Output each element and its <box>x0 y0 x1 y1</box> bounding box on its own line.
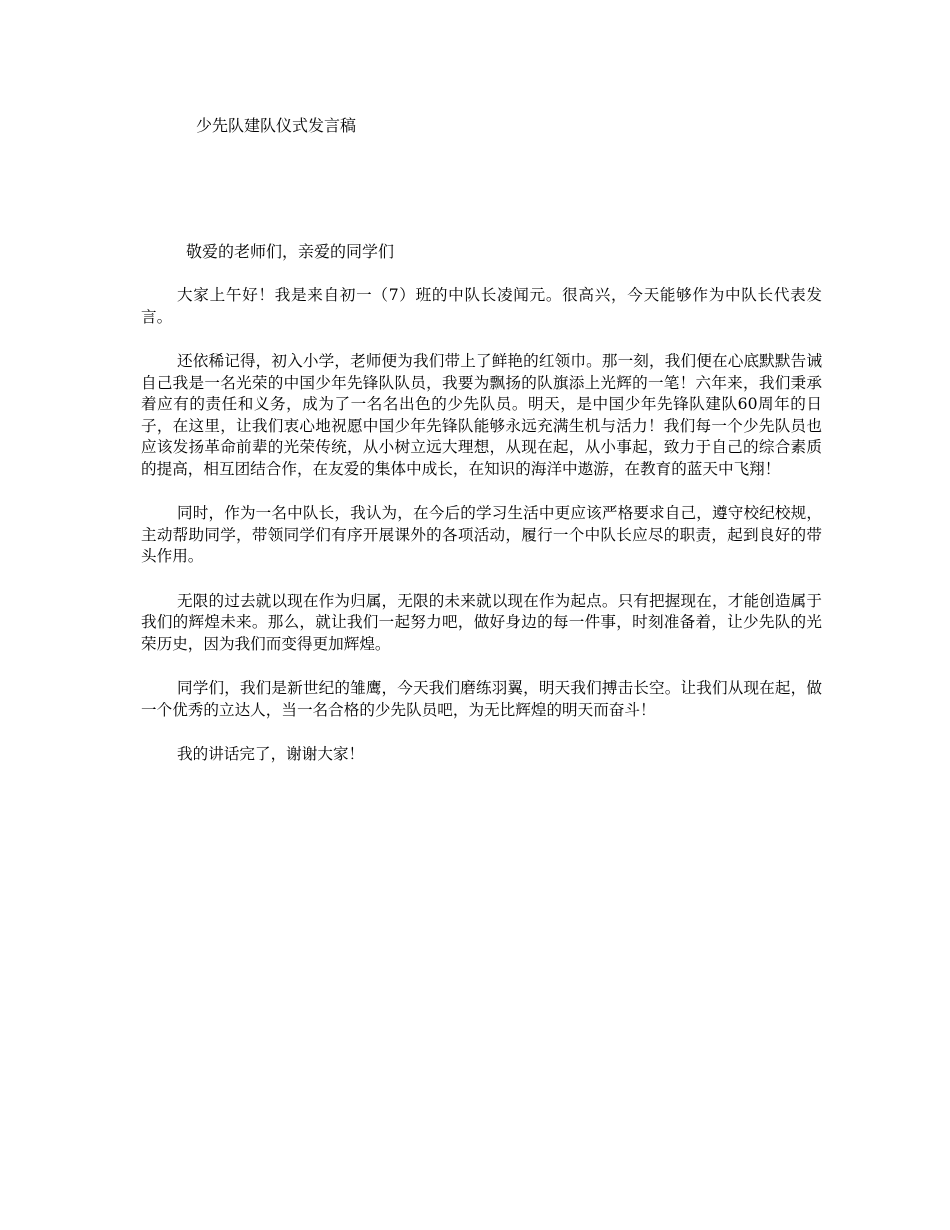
paragraph-opening: 大家上午好！我是来自初一（7）班的中队长凌闻元。很高兴，今天能够作为中队长代表发言。 <box>141 286 822 326</box>
document-title: 少先队建队仪式发言稿 <box>196 116 357 135</box>
greeting-line: 敬爱的老师们，亲爱的同学们 <box>186 242 395 261</box>
paragraph-call-to-action: 同学们，我们是新世纪的雏鹰，今天我们磨练羽翼，明天我们搏击长空。让我们从现在起，做一个优秀的立达人，当一名合格的少先队员吧，为无比辉煌的明天而奋斗！ <box>141 679 822 719</box>
paragraph-memories: 还依稀记得，初入小学，老师便为我们带上了鲜艳的红领巾。那一刻，我们便在心底默默告诫自己我是一名光荣的中国少年先锋队队员，我要为飘扬的队旗添上光辉的一笔！六年来，我们秉承着应有的责任和义务，成为了一名名出色的少先队员。明天，是中国少年先锋队建队60周年的日子，在这里，让我们衷心地祝愿中国少年先锋队能够永远充满生机与活力！我们每一个少先队员也应该发扬革命前辈的光荣传统，从小树立远大理想，从现在起，从小事起，致力于自己的综合素质的提高，相互团结合作，在友爱的集体中成长，在知识的海洋中遨游，在教育的蓝天中飞翔！ <box>141 352 822 478</box>
paragraph-responsibility: 同时，作为一名中队长，我认为，在今后的学习生活中更应该严格要求自己，遵守校纪校规，主动帮助同学，带领同学们有序开展课外的各项活动，履行一个中队长应尽的职责，起到良好的带头作用。 <box>141 504 822 565</box>
paragraph-future: 无限的过去就以现在作为归属，无限的未来就以现在作为起点。只有把握现在，才能创造属于我们的辉煌未来。那么，就让我们一起努力吧，做好身边的每一件事，时刻准备着，让少先队的光荣历史，因为我们而变得更加辉煌。 <box>141 591 822 653</box>
paragraph-closing: 我的讲话完了，谢谢大家！ <box>177 745 365 763</box>
document-body <box>141 285 822 766</box>
